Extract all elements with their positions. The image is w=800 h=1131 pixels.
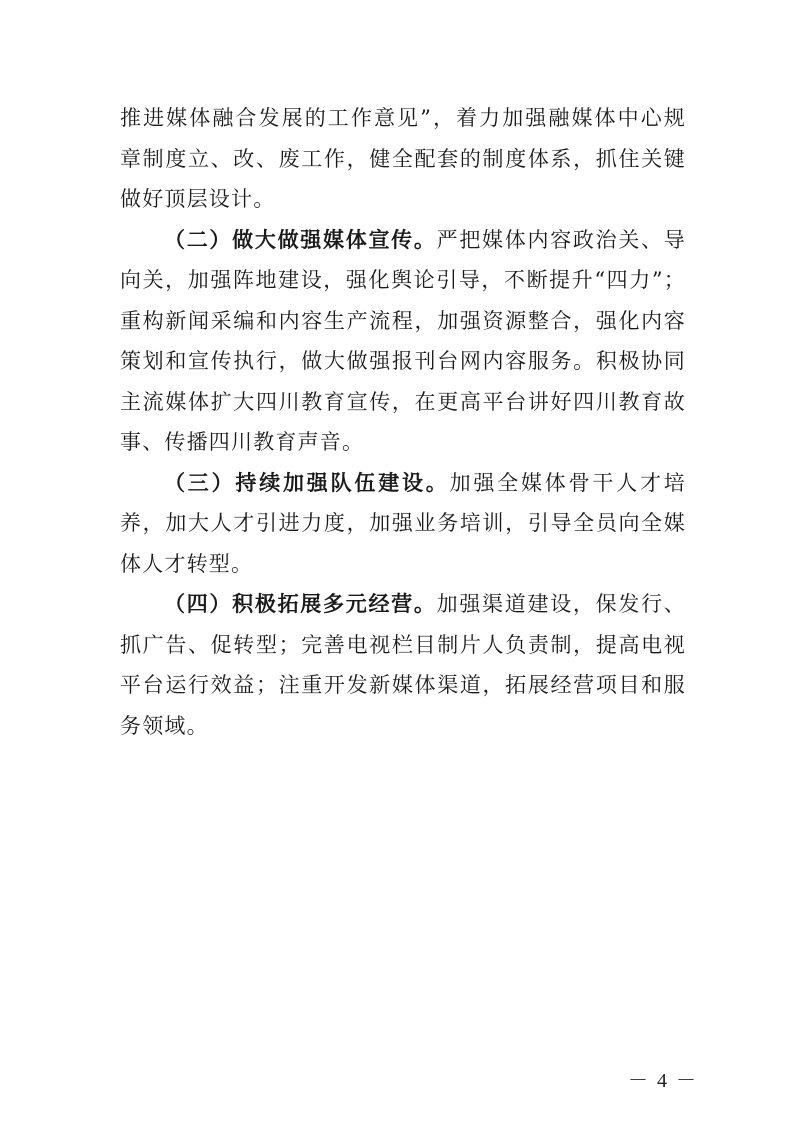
document-body: [120, 98, 686, 746]
paragraph-text: 加强渠道建设，保发行、抓广告、促转型；完善电视栏目制片人负责制，提高电视平台运行效益；注重开发新媒体渠道，拓展经营项目和服务领域。: [120, 592, 687, 738]
paragraph-section-4: [120, 584, 686, 746]
section-heading: （二）做大做强媒体宣传。: [164, 226, 437, 252]
section-heading: （三）持续加强队伍建设。: [164, 469, 450, 495]
paragraph-text: 加强全媒体骨干人才培养，加大人才引进力度，加强业务培训，引导全员向全媒体人才转型。: [120, 470, 687, 576]
section-heading: （四）积极拓展多元经营。: [164, 591, 437, 616]
page-number: － 4 －: [628, 1070, 698, 1092]
paragraph-continuation: [120, 98, 686, 220]
paragraph-section-3: [120, 463, 686, 585]
paragraph-text: 严把媒体内容政治关、导向关，加强阵地建设，强化舆论引导，不断提升“四力”；重构新闻采编和内容生产流程，加强资源整合，强化内容策划和宣传执行，做大做强报刊台网内容服务。积极协同主流媒体扩大四川教育宣传，在更高平台讲好四川教育故事、传播四川教育声音。: [120, 227, 687, 454]
paragraph-section-2: [120, 220, 686, 463]
paragraph-text: 推进媒体融合发展的工作意见”，着力加强融媒体中心规章制度立、改、废工作，健全配套的制度体系，抓住关键做好顶层设计。: [120, 106, 686, 211]
